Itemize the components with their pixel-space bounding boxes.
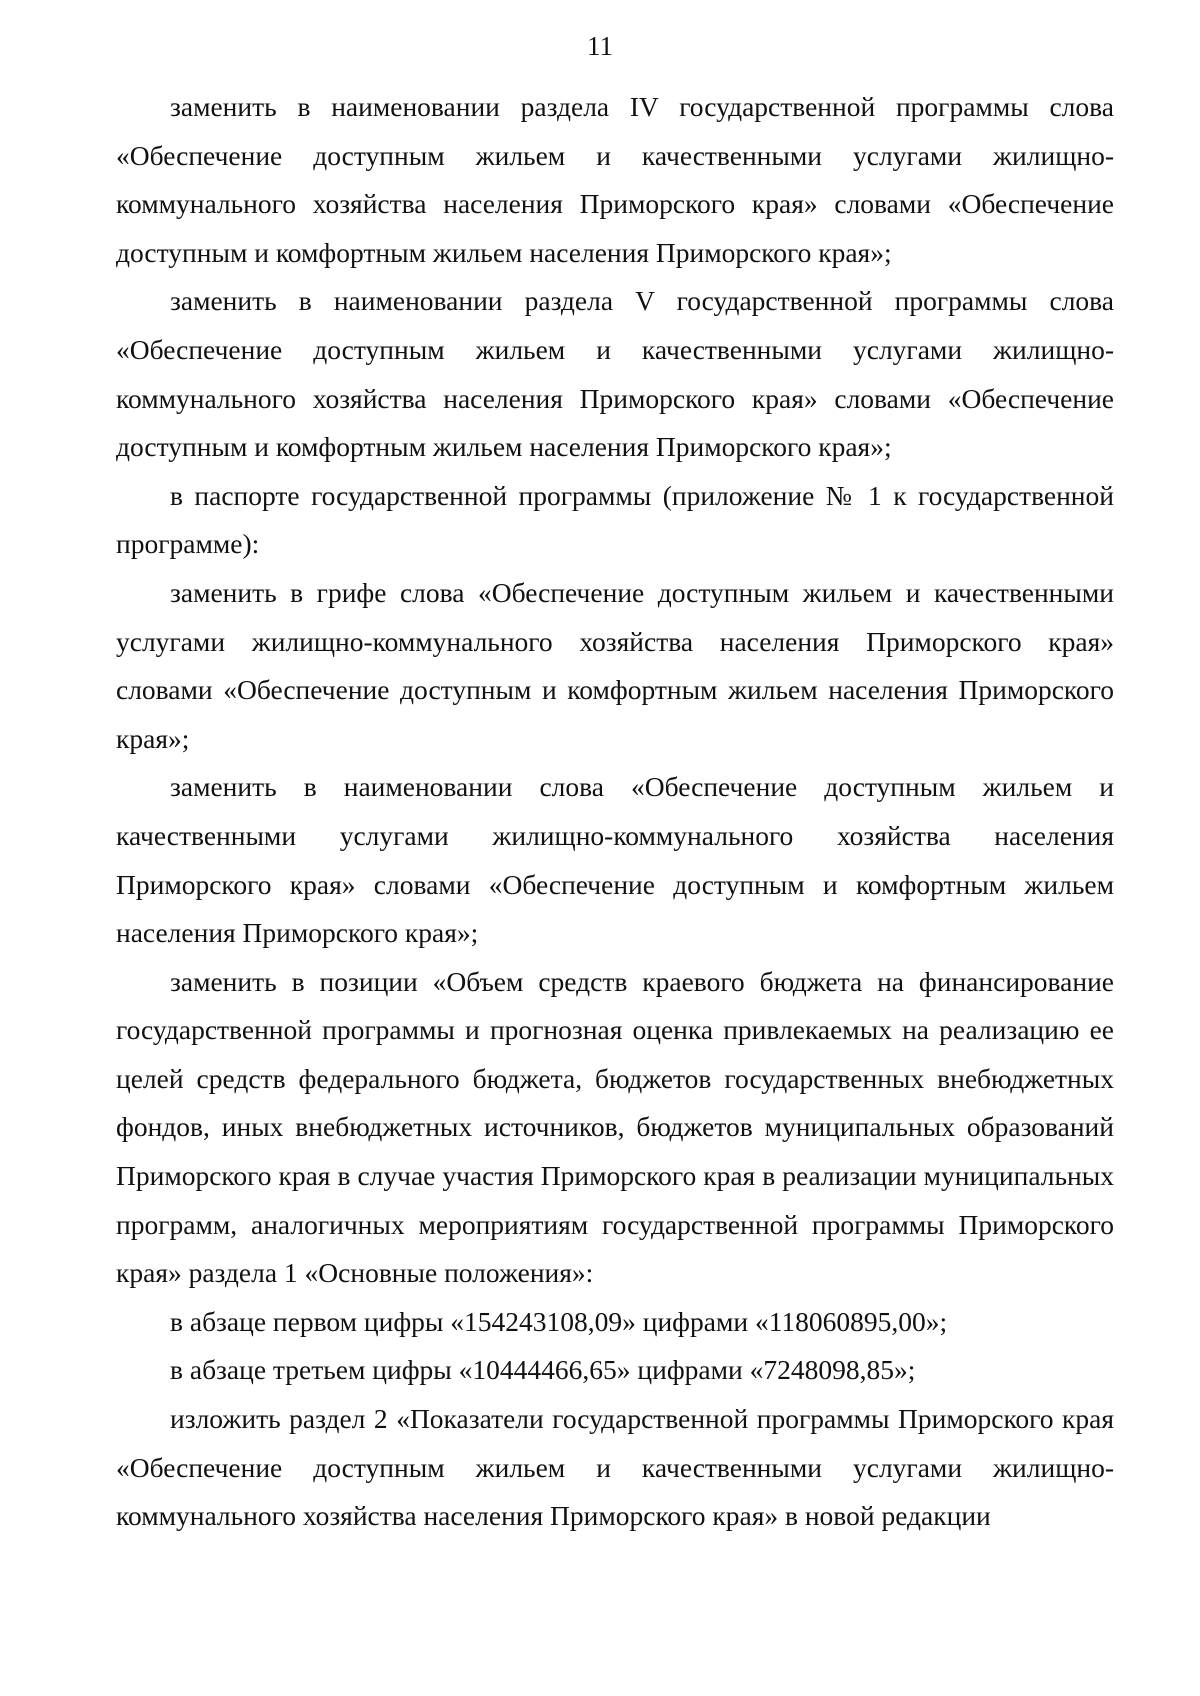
paragraph-title-replacement: заменить в наименовании слова «Обеспечение доступным жильем и качественными услугами жилищно-коммунального хозяйства населения Приморского края» словами «Обеспечение доступным и комфортным жильем населения Приморского края»; bbox=[116, 771, 1114, 949]
paragraph-budget-position: заменить в позиции «Объем средств краевого бюджета на финансирование государственной программы и прогнозная оценка привлекаемых на реализацию ее целей средств федерального бюджета, бюджетов государственных внебюджетных фондов, иных внебюджетных источников, бюджетов муниципальных образований Приморского края в случае участия Приморского края в реализации муниципальных программ, аналогичных мероприятиям государственной программы Приморского края» раздела 1 «Основные положения»: bbox=[116, 965, 1114, 1289]
paragraph-section-v-title: заменить в наименовании раздела V государственной программы слова «Обеспечение доступным жильем и качественными услугами жилищно-коммунального хозяйства населения Приморского края» словами «Обеспечение доступным и комфортным жильем населения Приморского края»; bbox=[116, 285, 1114, 463]
paragraph-third-abzac: в абзаце третьем цифры «10444466,65» цифрами «7248098,85»; bbox=[170, 1354, 916, 1386]
paragraph-passport-intro: в паспорте государственной программы (приложение № 1 к государственной программе): bbox=[116, 479, 1114, 560]
paragraph-section-iv-title: заменить в наименовании раздела IV государственной программы слова «Обеспечение доступным жильем и качественными услугами жилищно-коммунального хозяйства населения Приморского края» словами «Обеспечение доступным и комфортным жильем населения Приморского края»; bbox=[116, 91, 1114, 268]
paragraph-first-abzac: в абзаце первом цифры «154243108,09» цифрами «118060895,00»; bbox=[170, 1305, 948, 1337]
document-body bbox=[116, 83, 1114, 1541]
paragraph-grif-replacement: заменить в грифе слова «Обеспечение доступным жильем и качественными услугами жилищно-коммунального хозяйства населения Приморского края» словами «Обеспечение доступным и комфортным жильем населения Приморского края»; bbox=[116, 576, 1114, 754]
paragraph-section-2: изложить раздел 2 «Показатели государственной программы Приморского края «Обеспечение доступным жильем и качественными услугами жилищно-коммунального хозяйства населения Приморского края» в новой редакции bbox=[116, 1403, 1114, 1532]
page-number: 11 bbox=[587, 31, 613, 61]
